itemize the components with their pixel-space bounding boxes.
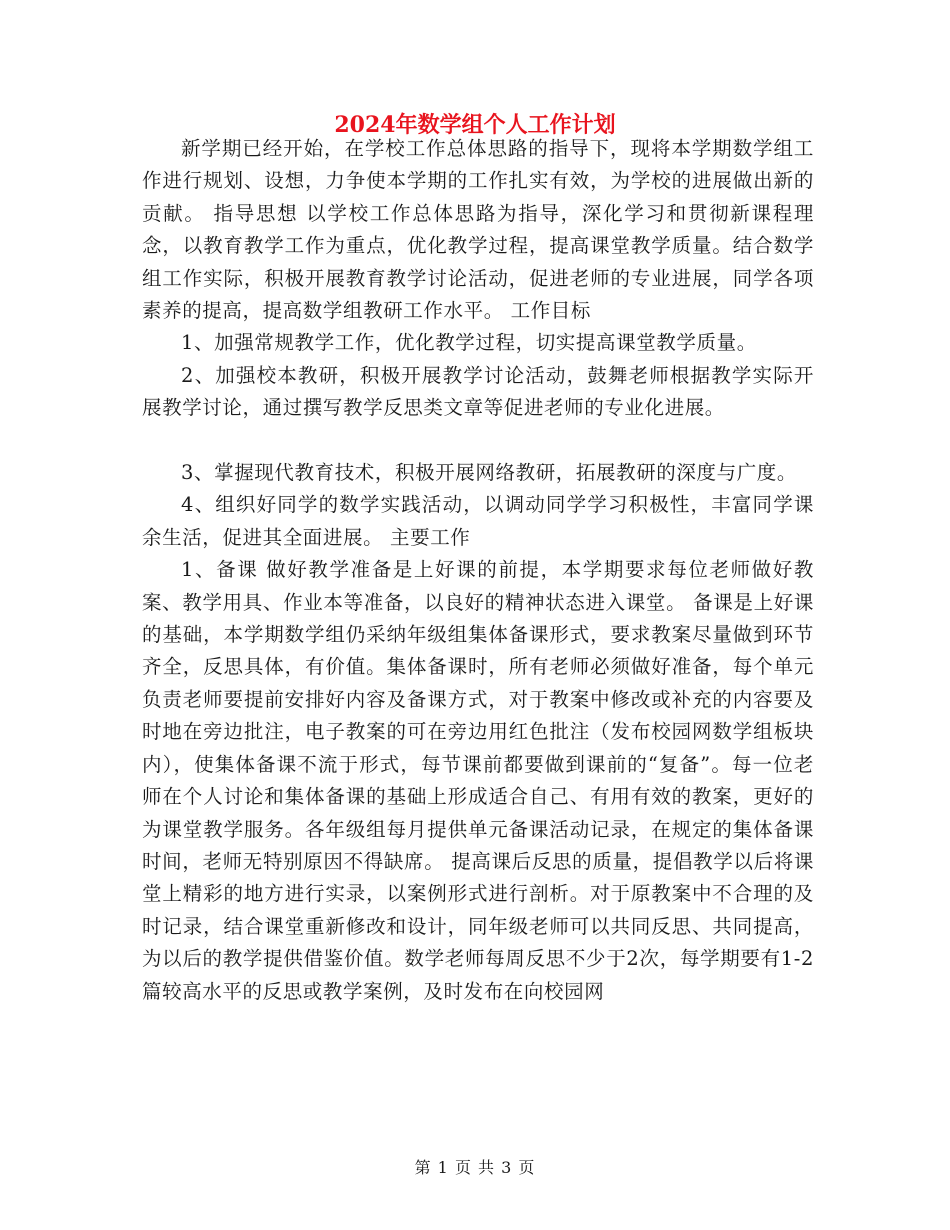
document-title: 2024年数学组个人工作计划 [334,112,616,138]
paragraph-goal-3: 3、掌握现代教育技术，积极开展网络教研，拓展教研的深度与广度。 [181,461,798,485]
paragraph-goal-2: 2、加强校本教研，积极开展教学讨论活动，鼓舞老师根据教学实际开展教学讨论，通过撰写教学反思类文章等促进老师的专业化进展。 [142,363,814,420]
paragraph-goal-4: 4、组织好同学的数学实践活动，以调动同学学习积极性，丰富同学课余生活，促进其全面进展。 主要工作 [142,493,814,549]
page-footer: 第 1 页 共 3 页 [414,1158,536,1177]
paragraph-intro: 新学期已经开始，在学校工作总体思路的指导下，现将本学期数学组工作进行规划、设想，力争使本学期的工作扎实有效，为学校的进展做出新的贡献。 指导思想 以学校工作总体思路为指导，深化学习和贯彻新课程理念，以教育教学工作为重点，优化教学过程，提高课堂教学质量。结合数学组工作实际，积极开展教育教学讨论活动，促进老师的专业进展，同学各项素养的提高，提高数学组教研工作水平。 工作目标 [142,137,814,323]
paragraph-goal-1: 1、加强常规教学工作，优化教学过程，切实提高课堂教学质量。 [181,331,757,355]
document-body [142,133,814,1008]
paragraph-work-1: 1、备课 做好教学准备是上好课的前提，本学期要求每位老师做好教案、教学用具、作业本等准备，以良好的精神状态进入课堂。 备课是上好课的基础，本学期数学组仍采纳年级组集体备课形式，要求教案尽量做到环节齐全，反思具体，有价值。集体备课时，所有老师必须做好准备，每个单元负责老师要提前安排好内容及备课方式，对于教案中修改或补充的内容要及时地在旁边批注，电子教案的可在旁边用红色批注（发布校园网数学组板块内），使集体备课不流于形式，每节课前都要做到课前的“复备”。每一位老师在个人讨论和集体备课的基础上形成适合自己、有用有效的教案，更好的为课堂教学服务。各年级组每月提供单元备课活动记录，在规定的集体备课时间，老师无特别原因不得缺席。 提高课后反思的质量，提倡教学以后将课堂上精彩的地方进行实录，以案例形式进行剖析。对于原教案中不合理的及时记录，结合课堂重新修改和设计，同年级老师可以共同反思、共同提高，为以后的教学提供借鉴价值。数学老师每周反思不少于2次，每学期要有1-2篇较高水平的反思或教学案例，及时发布在向校园网 [142,558,814,1003]
